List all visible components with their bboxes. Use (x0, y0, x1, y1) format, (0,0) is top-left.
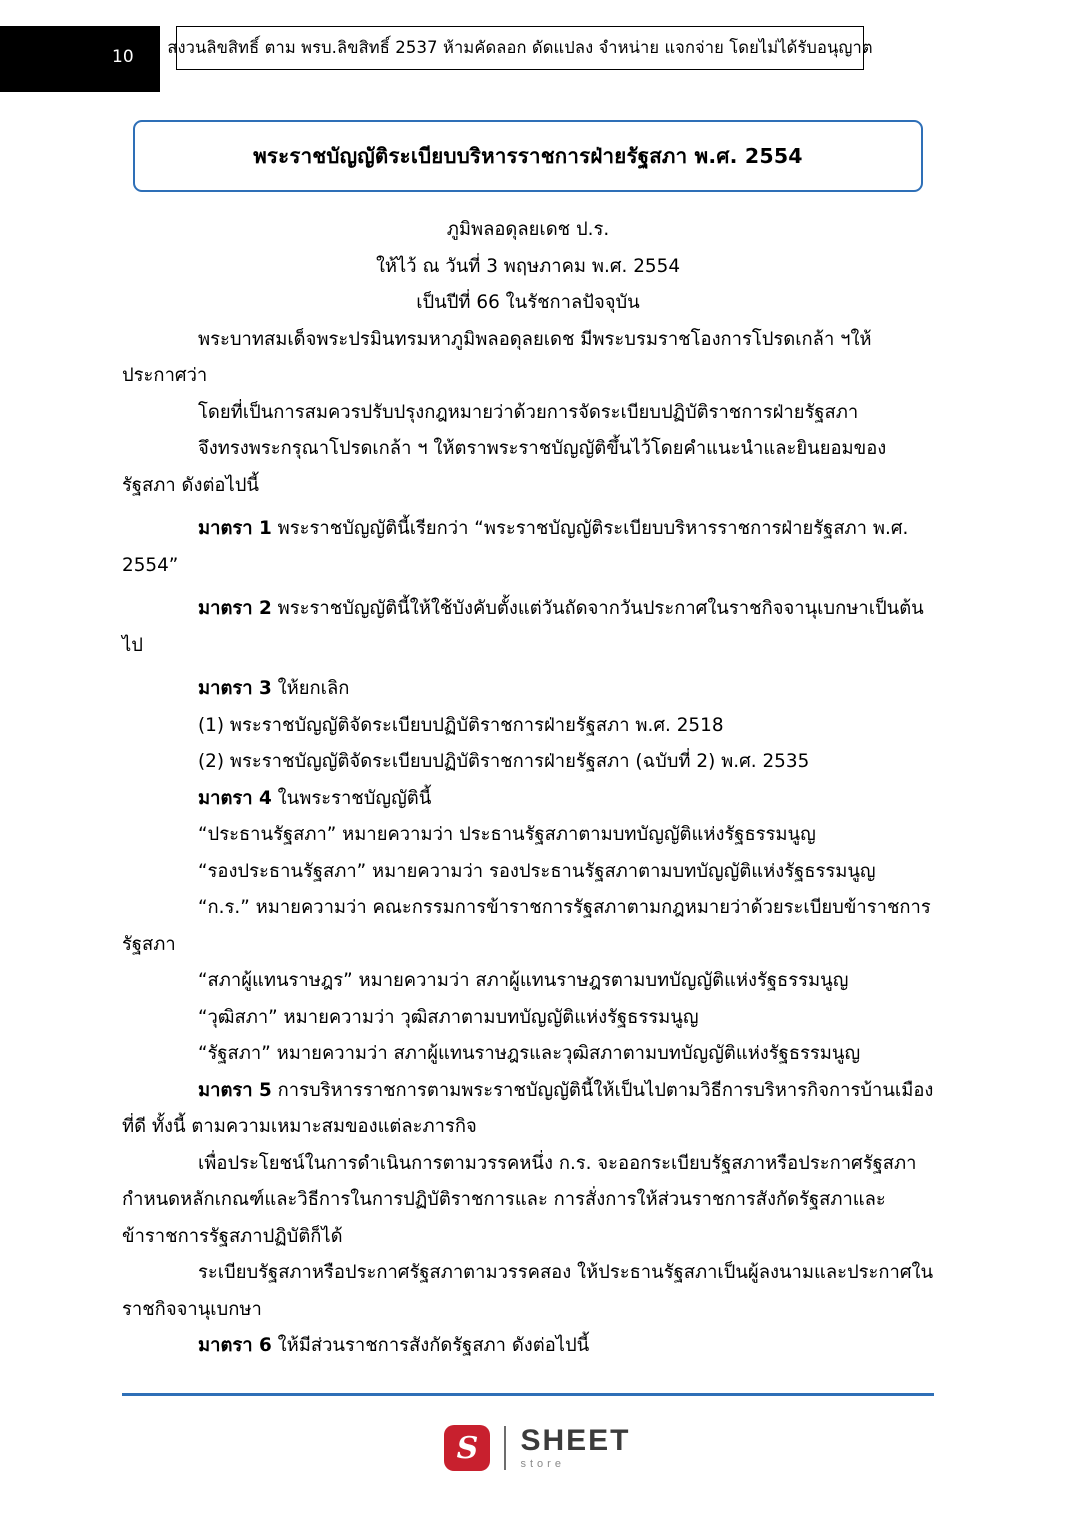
document-body (122, 212, 934, 1365)
section-2 (122, 591, 934, 664)
logo-divider (504, 1426, 506, 1470)
preamble-line-2: ให้ไว้ ณ วันที่ 3 พฤษภาคม พ.ศ. 2554 (375, 255, 681, 277)
section-2-label: มาตรา 2 (198, 598, 272, 619)
preamble-line-1: ภูมิพลอดุลยเดช ป.ร. (446, 219, 610, 240)
document-title-box (133, 120, 923, 192)
definition-house-of-representatives: “สภาผู้แทนราษฎร” หมายความว่า สภาผู้แทนราษฎรตามบทบัญญัติแห่งรัฐธรรมนูญ (198, 970, 849, 991)
section-4 (122, 781, 934, 818)
section-6 (122, 1328, 934, 1365)
section-3 (122, 671, 934, 708)
page-number-tab (0, 26, 160, 92)
copyright-notice-box (167, 26, 873, 70)
logo-name: SHEET (520, 1424, 631, 1457)
section-3-item-1: (1) พระราชบัญญัติจัดระเบียบปฏิบัติราชการฝ่ายรัฐสภา พ.ศ. 2518 (198, 714, 724, 736)
section-5 (122, 1073, 934, 1146)
definition-vice-president: “รองประธานรัฐสภา” หมายความว่า รองประธานรัฐสภาตามบทบัญญัติแห่งรัฐธรรมนูญ (198, 860, 876, 882)
footer-logo (0, 1413, 1075, 1483)
section-3-text: ให้ยกเลิก (271, 678, 350, 699)
logo-subtitle: store (520, 1458, 565, 1470)
preamble-line-3: เป็นปีที่ 66 ในรัชกาลปัจจุบัน (416, 292, 640, 313)
footer-divider (122, 1393, 934, 1396)
section-3-item-2: (2) พระราชบัญญัติจัดระเบียบปฏิบัติราชการฝ่ายรัฐสภา (ฉบับที่ 2) พ.ศ. 2535 (198, 751, 810, 772)
paragraph-2: โดยที่เป็นการสมควรปรับปรุงกฎหมายว่าด้วยการจัดระเบียบปฏิบัติราชการฝ่ายรัฐสภา (198, 401, 859, 423)
page-header (0, 0, 1075, 92)
section-1 (122, 511, 934, 584)
copyright-notice-text: สงวนลิขสิทธิ์ ตาม พรบ.ลิขสิทธิ์ 2537 ห้ามคัดลอก ดัดแปลง จำหน่าย แจกจ่าย โดยไม่ได้รับอนุญาต (167, 38, 873, 57)
paragraph-1: พระบาทสมเด็จพระปรมินทรมหาภูมิพลอดุลยเดช มีพระบรมราชโองการโปรดเกล้า ฯให้ประกาศว่า (122, 328, 872, 386)
definition-parliament: “รัฐสภา” หมายความว่า สภาผู้แทนราษฎรและวุฒิสภาตามบทบัญญัติแห่งรัฐธรรมนูญ (198, 1043, 861, 1064)
page-number: 10 (112, 47, 134, 67)
section-6-label: มาตรา 6 (198, 1335, 272, 1356)
page-title: พระราชบัญญัติระเบียบบริหารราชการฝ่ายรัฐสภา พ.ศ. 2554 (253, 143, 803, 168)
section-4-text: ในพระราชบัญญัตินี้ (271, 787, 432, 809)
section-5-text: การบริหารราชการตามพระราชบัญญัตินี้ให้เป็นไปตามวิธีการบริหารกิจการบ้านเมืองที่ดี ทั้งนี้ ตามความเหมาะสมของแต่ละภารกิจ (122, 1079, 934, 1137)
section-5-label: มาตรา 5 (198, 1079, 272, 1101)
definition-kor-ror: “ก.ร.” หมายความว่า คณะกรรมการข้าราชการรัฐสภาตามกฎหมายว่าด้วยระเบียบข้าราชการรัฐสภา (122, 897, 931, 955)
section-5-paragraph-2: เพื่อประโยชน์ในการดำเนินการตามวรรคหนึ่ง ก.ร. จะออกระเบียบรัฐสภาหรือประกาศรัฐสภากำหนดหลักเกณฑ์และวิธีการในการปฏิบัติราชการและ การสั่งการให้ส่วนราชการสังกัดรัฐสภาและข้าราชการรัฐสภาปฏิบัติก็ได้ (122, 1152, 917, 1247)
definition-president: “ประธานรัฐสภา” หมายความว่า ประธานรัฐสภาตามบทบัญญัติแห่งรัฐธรรมนูญ (198, 824, 816, 845)
section-4-label: มาตรา 4 (198, 787, 272, 809)
section-5-paragraph-3: ระเบียบรัฐสภาหรือประกาศรัฐสภาตามวรรคสอง ให้ประธานรัฐสภาเป็นผู้ลงนามและประกาศในราชกิจจานุเบกษา (122, 1262, 934, 1320)
section-6-text: ให้มีส่วนราชการสังกัดรัฐสภา ดังต่อไปนี้ (271, 1335, 590, 1356)
sheet-store-logo-icon: S (444, 1425, 490, 1471)
definition-senate: “วุฒิสภา” หมายความว่า วุฒิสภาตามบทบัญญัติแห่งรัฐธรรมนูญ (198, 1006, 699, 1028)
section-2-text: พระราชบัญญัตินี้ให้ใช้บังคับตั้งแต่วันถัดจากวันประกาศในราชกิจจานุเบกษาเป็นต้นไป (122, 598, 924, 656)
section-1-text: พระราชบัญญัตินี้เรียกว่า “พระราชบัญญัติระเบียบบริหารราชการฝ่ายรัฐสภา พ.ศ. 2554” (122, 518, 909, 576)
section-3-label: มาตรา 3 (198, 678, 272, 699)
paragraph-3: จึงทรงพระกรุณาโปรดเกล้า ฯ ให้ตราพระราชบัญญัติขึ้นไว้โดยคำแนะนำและยินยอมของรัฐสภา ดังต่อไปนี้ (122, 438, 887, 496)
logo-wordmark (520, 1426, 630, 1470)
section-1-label: มาตรา 1 (198, 518, 272, 539)
